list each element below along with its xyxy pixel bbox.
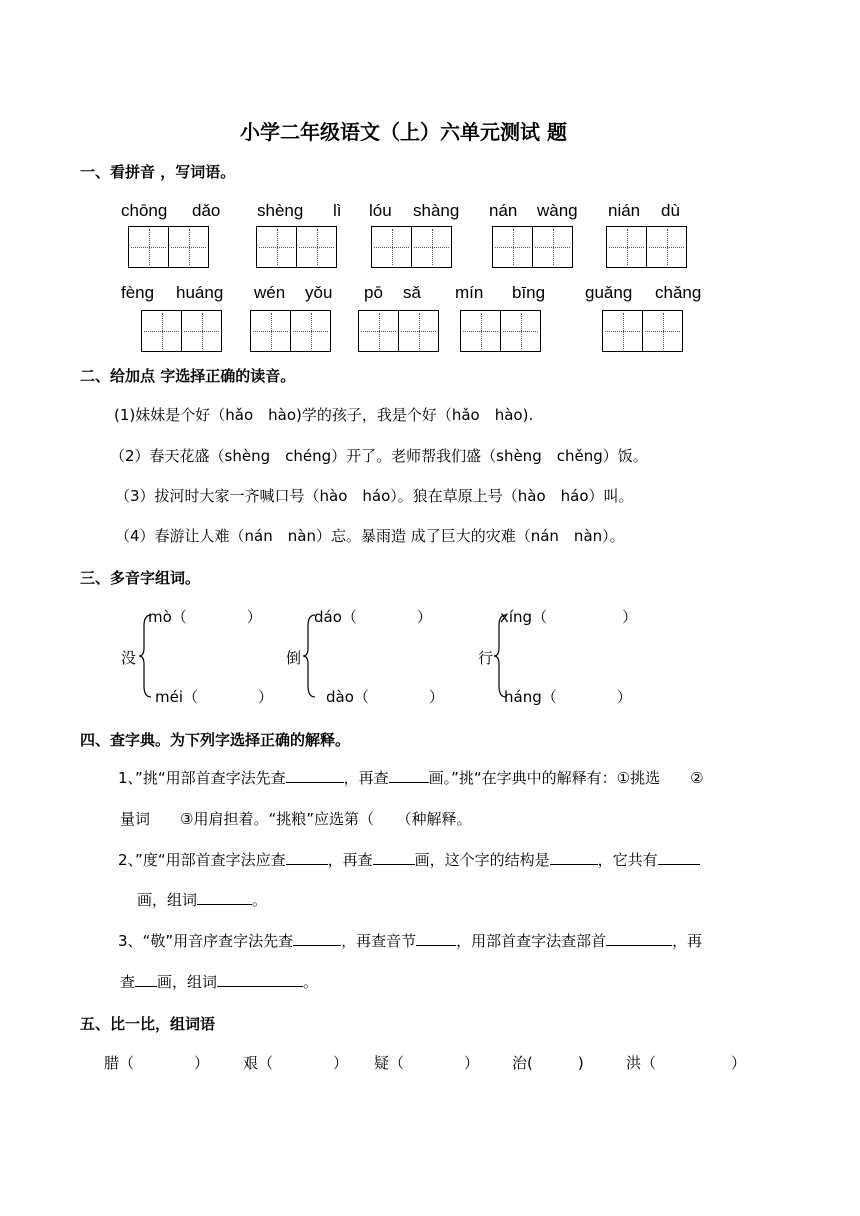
- blank-field[interactable]: [135, 972, 157, 987]
- blank-field[interactable]: [658, 850, 700, 865]
- pinyin-label: wàng: [537, 201, 578, 220]
- writing-grid[interactable]: [606, 226, 687, 268]
- writing-grid[interactable]: [371, 226, 452, 268]
- question-line: （2）春天花盛（shèng chéng）开了。老师帮我们盛（shèng chěng）饭。: [110, 447, 648, 465]
- compare-item: 腊（ ）: [104, 1054, 210, 1072]
- pinyin-label: lì: [333, 201, 342, 220]
- blank-field[interactable]: [373, 850, 415, 865]
- pinyin-label: dǎo: [192, 201, 221, 220]
- question-text: ，再查: [343, 769, 389, 787]
- pinyin-label: bīng: [512, 283, 546, 302]
- pinyin-label: shàng: [413, 201, 460, 220]
- question-text: ，它共有: [597, 851, 658, 869]
- polyphone-char: 行: [478, 649, 494, 667]
- pinyin-label: shèng: [257, 201, 304, 220]
- question-line: [118, 849, 700, 870]
- question-text: 1、”挑“用部首查字法先查: [118, 769, 286, 787]
- pinyin-label: fèng: [121, 283, 155, 302]
- blank-field[interactable]: [606, 931, 672, 946]
- writing-grid[interactable]: [358, 310, 439, 352]
- question-text: 2、”度“用部首查字法应查: [118, 851, 286, 869]
- question-text: 画。”挑“在字典中的解释有：①挑选 ②: [428, 769, 704, 787]
- blank-field[interactable]: [286, 768, 344, 783]
- pinyin-label: huáng: [176, 283, 224, 302]
- blank-field[interactable]: [389, 768, 429, 783]
- question-text: ，用部首查字法查部首: [456, 932, 607, 950]
- question-text: 画，这个字的结构是: [414, 851, 550, 869]
- question-line: (1)妹妹是个好（hǎo hào)学的孩子，我是个好（hǎo hào).: [114, 406, 534, 424]
- compare-item: 艰（ ）: [243, 1054, 349, 1072]
- pinyin-label: chōng: [121, 201, 168, 220]
- pinyin-label: lóu: [369, 201, 392, 220]
- blank-field[interactable]: [217, 972, 303, 987]
- question-line: [118, 930, 702, 951]
- question-line: （4）春游让人难（nán nàn）忘。暴雨造 成了巨大的灾难（nán nàn）。: [115, 527, 625, 545]
- polyphone-char: 没: [121, 649, 137, 667]
- compare-item: 治( ): [512, 1054, 584, 1072]
- writing-grid[interactable]: [602, 310, 683, 352]
- question-line: [120, 971, 318, 992]
- pinyin-label: mín: [455, 283, 484, 302]
- pinyin-label: yǒu: [305, 283, 333, 302]
- question-text: 查: [120, 973, 136, 991]
- writing-grid[interactable]: [256, 226, 337, 268]
- pinyin-label: sǎ: [403, 283, 421, 302]
- pinyin-label: pō: [364, 283, 383, 302]
- question-text: 画，组词: [137, 891, 198, 909]
- writing-grid[interactable]: [141, 310, 222, 352]
- blank-field[interactable]: [416, 931, 456, 946]
- section-5-heading: 五、比一比，组词语: [80, 1015, 216, 1033]
- writing-grid[interactable]: [492, 226, 573, 268]
- question-text: ，再: [672, 932, 703, 950]
- polyphone-char: 倒: [286, 649, 302, 667]
- compare-item: 疑（ ）: [374, 1054, 480, 1072]
- question-text: 。: [252, 891, 268, 909]
- pinyin-label: nán: [489, 201, 518, 220]
- blank-field[interactable]: [550, 850, 598, 865]
- section-4-heading: 四、查字典。为下列字选择正确的解释。: [80, 731, 351, 749]
- pinyin-label: wén: [254, 283, 286, 302]
- polyphone-top: dáo（ ）: [314, 608, 432, 626]
- writing-grid[interactable]: [460, 310, 541, 352]
- polyphone-bottom: dào（ ）: [326, 688, 444, 706]
- question-line: 量词 ③用肩担着。“挑粮”应选第（ （种解释。: [120, 810, 472, 828]
- polyphone-bottom: méi（ ）: [155, 688, 274, 706]
- question-text: 。: [303, 973, 319, 991]
- writing-grid[interactable]: [128, 226, 209, 268]
- page-title: 小学二年级语文（上）六单元测试 题: [240, 120, 567, 144]
- pinyin-label: nián: [608, 201, 641, 220]
- question-line: （3）拔河时大家一齐喊口号（hào háo）。狼在草原上号（hào háo）叫。: [115, 487, 634, 505]
- blank-field[interactable]: [293, 931, 341, 946]
- section-2-heading: 二、给加点 字选择正确的读音。: [80, 367, 296, 385]
- question-text: 画，组词: [157, 973, 218, 991]
- section-3-heading: 三、多音字组词。: [80, 569, 201, 587]
- section-1-heading: 一、看拼音 ，写词语。: [80, 163, 236, 181]
- compare-item: 洪（ ）: [626, 1054, 747, 1072]
- question-line: [137, 889, 267, 910]
- question-text: ，再查: [327, 851, 373, 869]
- polyphone-bottom: háng（ ）: [504, 688, 632, 706]
- blank-field[interactable]: [197, 890, 252, 905]
- pinyin-label: dù: [661, 201, 680, 220]
- writing-grid[interactable]: [250, 310, 331, 352]
- question-line: [118, 767, 704, 788]
- polyphone-top: xíng（ ）: [500, 608, 638, 626]
- pinyin-label: guǎng: [585, 283, 633, 302]
- question-text: ，再查音节: [341, 932, 417, 950]
- pinyin-label: chǎng: [655, 283, 702, 302]
- blank-field[interactable]: [286, 850, 328, 865]
- polyphone-top: mò（ ）: [148, 608, 262, 626]
- question-text: 3、“敬”用音序查字法先查: [118, 932, 294, 950]
